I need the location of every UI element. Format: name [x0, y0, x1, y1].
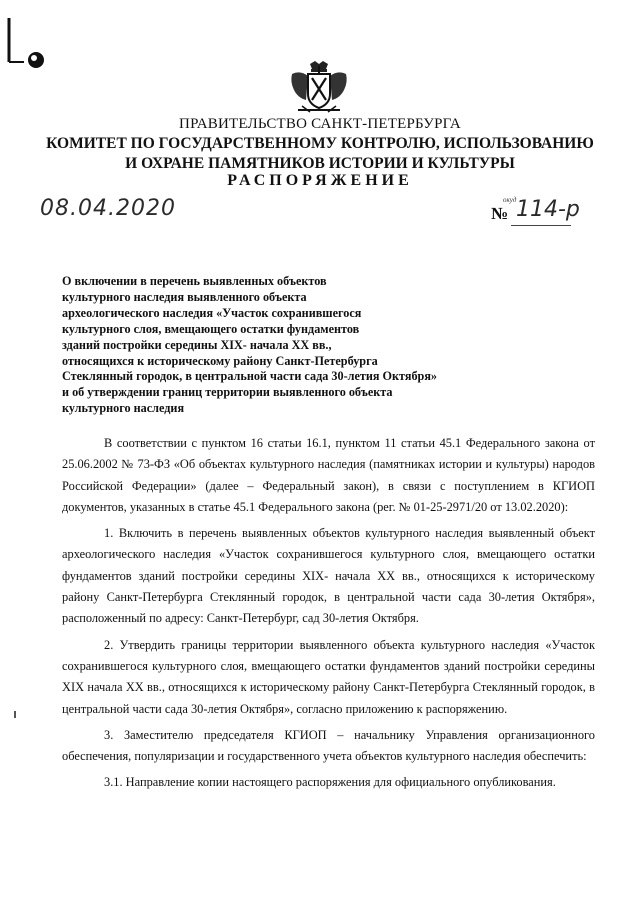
coat-of-arms-icon: [288, 60, 350, 116]
document-type: РАСПОРЯЖЕНИЕ: [227, 172, 413, 189]
item-3-1-paragraph: 3.1. Направление копии настоящего распоряжения для официального опубликования.: [104, 775, 556, 790]
handwritten-date: 08.04.2020: [40, 196, 176, 221]
subject-line: археологического наследия «Участок сохранившегося: [62, 305, 362, 320]
preamble-paragraph: В соответствии с пунктом 16 статьи 16.1, пунктом 11 статьи 45.1 Федерального закона от 25.06.2002 № 73-ФЗ «Об объектах культурного наследия (памятниках истории и культуры) народов Российской Федерации» (далее – Федеральный закон), в связи с поступлением в КГИОП документов, указанных в статье 45.1 Федерального закона (рег. № 01-25-2971/20 от 13.02.2020):: [62, 436, 595, 514]
corner-scan-mark: [6, 18, 46, 70]
subject-line: культурного наследия: [62, 401, 185, 416]
subject-line: относящихся к историческому району Санкт-Петербурга: [62, 353, 378, 368]
item-1-paragraph: 1. Включить в перечень выявленных объектов культурного наследия выявленный объект археологического наследия «Участок сохранившегося культурного слоя, вмещающего остатки фундаментов зданий постройки середины XIX- начала XX вв., относящихся к историческому району Санкт-Петербурга Стеклянный городок, в центральной части сада 30-летия Октября», расположенный по адресу: Санкт-Петербург, сад 30-летия Октября.: [62, 526, 595, 626]
government-title: ПРАВИТЕЛЬСТВО САНКТ-ПЕТЕРБУРГА: [179, 116, 461, 132]
handwritten-number: 114-р: [516, 197, 580, 222]
document-body: [62, 433, 595, 794]
item-3-paragraph: 3. Заместителю председателя КГИОП – начальнику Управления организационного обеспечения, популяризации и государственного учета объектов культурного наследия обеспечить:: [62, 727, 595, 764]
subject-line: Стеклянный городок, в центральной части сада 30-летия Октября»: [62, 369, 438, 384]
subject-block: [62, 274, 532, 417]
number-sign: №: [491, 204, 509, 223]
subject-line: и об утверждении границ территории выявленного объекта: [62, 385, 393, 400]
subject-line: зданий постройки середины XIX- начала XX вв.,: [62, 337, 332, 352]
subject-line: культурного наследия выявленного объекта: [62, 289, 307, 304]
item-2-paragraph: 2. Утвердить границы территории выявленного объекта культурного наследия «Участок сохранившегося культурного слоя, вмещающего остатки фундаментов зданий постройки середины XIX начала XX вв., относящихся к историческому району Санкт-Петербурга Стеклянный городок, в центральной части сада 30-летия Октября», согласно приложению к распоряжению.: [62, 637, 595, 716]
subject-line: культурного слоя, вмещающего остатки фундаментов: [62, 321, 360, 336]
committee-line-1: КОМИТЕТ ПО ГОСУДАРСТВЕННОМУ КОНТРОЛЮ, ИСПОЛЬЗОВАНИЮ: [46, 135, 594, 152]
okud-label: окуд: [503, 196, 517, 204]
subject-line: О включении в перечень выявленных объектов: [62, 274, 327, 288]
margin-scan-artifact: [14, 711, 16, 718]
number-underline: [511, 225, 571, 226]
committee-line-2: И ОХРАНЕ ПАМЯТНИКОВ ИСТОРИИ И КУЛЬТУРЫ: [125, 155, 515, 172]
committee-name: [0, 134, 640, 174]
